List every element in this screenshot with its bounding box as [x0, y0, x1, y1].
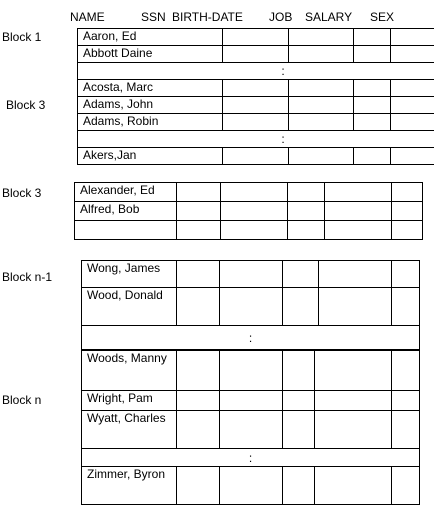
salary-cell — [391, 148, 434, 165]
birth-date-cell — [289, 97, 354, 114]
ellipsis-row — [82, 326, 420, 350]
record-row — [78, 46, 434, 63]
birth-date-cell — [220, 467, 283, 505]
ssn-cell — [223, 80, 289, 97]
job-cell — [283, 288, 319, 326]
job-cell — [283, 261, 319, 288]
salary-cell — [315, 411, 392, 449]
salary-cell — [391, 46, 434, 63]
record-row — [75, 202, 423, 221]
salary-cell — [391, 80, 434, 97]
job-cell — [283, 351, 315, 391]
block-table-3 — [74, 182, 423, 240]
job-cell — [288, 183, 325, 202]
record-row — [82, 351, 420, 391]
salary-cell — [315, 351, 392, 391]
record-row — [78, 80, 434, 97]
salary-cell — [315, 391, 392, 411]
record-row — [82, 411, 420, 449]
ellipsis-marker: : — [82, 326, 420, 350]
birth-date-cell — [220, 261, 283, 288]
salary-cell — [391, 114, 434, 131]
salary-cell — [325, 183, 392, 202]
block-label-2: Block 3 — [6, 98, 45, 112]
ssn-cell — [177, 288, 220, 326]
birth-date-cell — [220, 351, 283, 391]
salary-cell — [391, 29, 434, 46]
ellipsis-row — [82, 449, 420, 467]
ssn-cell — [223, 46, 289, 63]
empty-ssn-cell — [177, 221, 221, 240]
header-birth-date: BIRTH-DATE — [172, 10, 243, 24]
job-cell — [354, 46, 391, 63]
sex-cell — [392, 183, 423, 202]
empty-sex-cell — [392, 221, 423, 240]
birth-date-cell — [221, 183, 288, 202]
name-cell: Alfred, Bob — [75, 202, 177, 221]
job-cell — [354, 114, 391, 131]
name-cell: Zimmer, Byron — [82, 467, 177, 505]
ssn-cell — [177, 261, 220, 288]
empty-name-cell — [75, 221, 177, 240]
name-cell: Akers,Jan — [78, 148, 223, 165]
name-cell: Wright, Pam — [82, 391, 177, 411]
header-salary: SALARY — [305, 10, 352, 24]
birth-date-cell — [289, 148, 354, 165]
birth-date-cell — [289, 80, 354, 97]
ssn-cell — [177, 351, 220, 391]
block-table-n — [81, 350, 420, 505]
record-row — [82, 288, 420, 326]
sex-cell — [392, 467, 420, 505]
name-cell: Wood, Donald — [82, 288, 177, 326]
name-cell: Alexander, Ed — [75, 183, 177, 202]
salary-cell — [391, 97, 434, 114]
record-row — [78, 114, 434, 131]
salary-cell — [319, 288, 392, 326]
salary-cell — [325, 202, 392, 221]
empty-birth-date-cell — [221, 221, 288, 240]
birth-date-cell — [220, 411, 283, 449]
salary-cell — [319, 261, 392, 288]
header-job: JOB — [269, 10, 292, 24]
record-row — [78, 97, 434, 114]
ssn-cell — [223, 29, 289, 46]
empty-salary-cell — [325, 221, 392, 240]
block-label-1: Block 1 — [2, 30, 41, 44]
birth-date-cell — [220, 391, 283, 411]
birth-date-cell — [289, 29, 354, 46]
ellipsis-row — [78, 131, 434, 148]
birth-date-cell — [221, 202, 288, 221]
job-cell — [354, 97, 391, 114]
job-cell — [283, 411, 315, 449]
name-cell: Abbott Daine — [78, 46, 223, 63]
name-cell: Acosta, Marc — [78, 80, 223, 97]
block-table-1 — [77, 28, 434, 80]
job-cell — [354, 80, 391, 97]
name-cell: Wyatt, Charles — [82, 411, 177, 449]
salary-cell — [315, 467, 392, 505]
block-label-3: Block 3 — [2, 186, 41, 200]
name-cell: Aaron, Ed — [78, 29, 223, 46]
ellipsis-marker: : — [82, 449, 420, 467]
record-row — [78, 29, 434, 46]
header-name: NAME — [70, 10, 105, 24]
ssn-cell — [177, 391, 220, 411]
block-label-n-1: Block n-1 — [2, 270, 52, 284]
block-label-n: Block n — [2, 393, 41, 407]
sex-cell — [392, 261, 420, 288]
record-row — [75, 183, 423, 202]
sex-cell — [392, 288, 420, 326]
ssn-cell — [177, 411, 220, 449]
name-cell: Adams, John — [78, 97, 223, 114]
sex-cell — [392, 391, 420, 411]
record-row — [78, 148, 434, 165]
birth-date-cell — [289, 114, 354, 131]
job-cell — [354, 148, 391, 165]
sex-cell — [392, 202, 423, 221]
name-cell: Wong, James — [82, 261, 177, 288]
ssn-cell — [177, 467, 220, 505]
record-row — [82, 391, 420, 411]
job-cell — [283, 391, 315, 411]
job-cell — [288, 202, 325, 221]
birth-date-cell — [220, 288, 283, 326]
birth-date-cell — [289, 46, 354, 63]
block-table-2 — [77, 79, 434, 165]
name-cell: Woods, Manny — [82, 351, 177, 391]
job-cell — [354, 29, 391, 46]
record-row — [82, 261, 420, 288]
ellipsis-row — [78, 63, 434, 80]
ssn-cell — [223, 148, 289, 165]
sex-cell — [392, 351, 420, 391]
empty-job-cell — [288, 221, 325, 240]
sex-cell — [392, 411, 420, 449]
header-ssn: SSN — [141, 10, 166, 24]
header-sex: SEX — [370, 10, 394, 24]
name-cell: Adams, Robin — [78, 114, 223, 131]
ssn-cell — [177, 202, 221, 221]
ssn-cell — [177, 183, 221, 202]
ellipsis-marker: : — [78, 131, 434, 148]
record-row — [82, 467, 420, 505]
empty-row — [75, 221, 423, 240]
ssn-cell — [223, 114, 289, 131]
job-cell — [283, 467, 315, 505]
ssn-cell — [223, 97, 289, 114]
ellipsis-marker: : — [78, 63, 434, 80]
block-table-n-1 — [81, 260, 420, 350]
